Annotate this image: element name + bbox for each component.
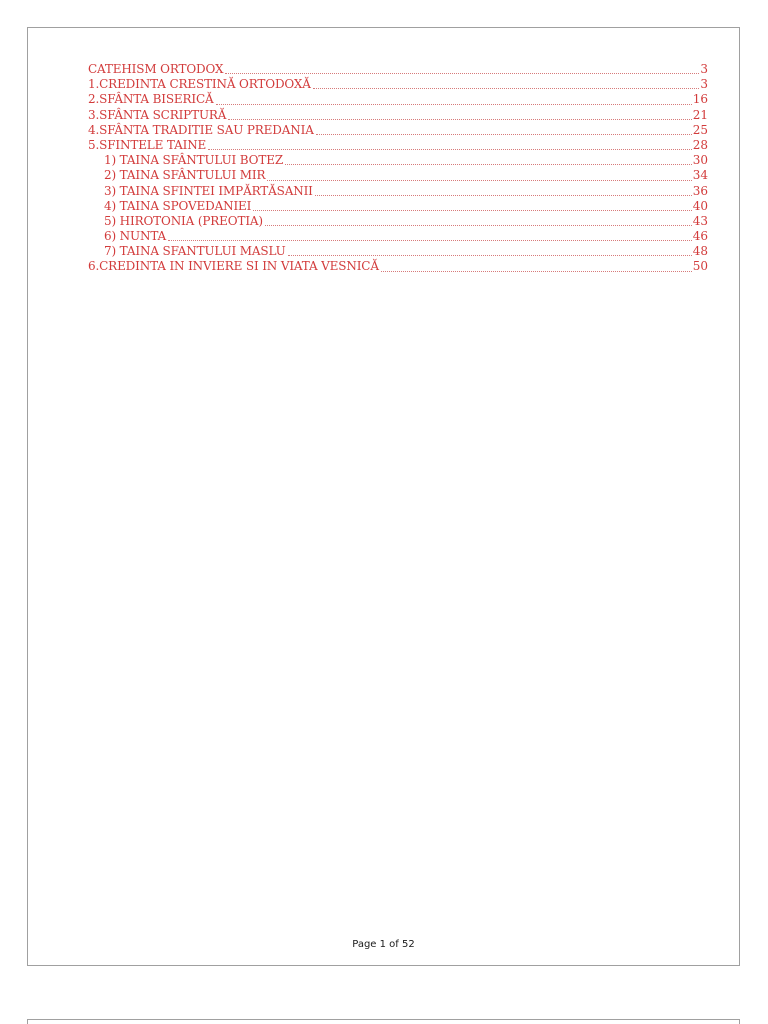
toc-dot-leader bbox=[285, 163, 692, 165]
toc-entry-sfintele-taine[interactable] bbox=[88, 138, 708, 153]
toc-entry-page-number: 3 bbox=[700, 62, 708, 76]
toc-entry-taina-maslu[interactable] bbox=[88, 244, 708, 259]
toc-entry-catehism-ortodox[interactable] bbox=[88, 62, 708, 77]
toc-dot-leader bbox=[265, 224, 692, 226]
toc-entry-page-number: 25 bbox=[692, 122, 708, 137]
toc-entry-sfanta-biserica[interactable] bbox=[88, 92, 708, 107]
page-number-label: Page 1 of 52 bbox=[352, 939, 415, 950]
toc-entry-page-number: 34 bbox=[692, 168, 708, 183]
toc-entry-title: 6.CREDINTA IN INVIERE SI IN VIATA VESNICĂ bbox=[88, 259, 379, 274]
next-document-page bbox=[27, 1019, 740, 1024]
toc-entry-title: 1.CREDINTA CRESTINĂ ORTODOXĂ bbox=[88, 77, 311, 92]
toc-entry-title: CATEHISM ORTODOX bbox=[88, 62, 224, 76]
toc-entry-page-number: 48 bbox=[692, 244, 708, 259]
toc-dot-leader bbox=[267, 179, 691, 181]
toc-dot-leader bbox=[315, 194, 692, 196]
toc-entry-sfanta-traditie[interactable] bbox=[88, 123, 708, 138]
toc-entry-title: 4.SFÂNTA TRADITIE SAU PREDANIA bbox=[88, 122, 314, 137]
toc-entry-title: 3) TAINA SFINTEI IMPĂRTĂSANII bbox=[104, 183, 313, 198]
toc-entry-title: 7) TAINA SFANTULUI MASLU bbox=[104, 244, 286, 259]
document-page bbox=[27, 27, 740, 966]
toc-dot-leader bbox=[208, 148, 692, 150]
toc-entry-credinta-inviere[interactable] bbox=[88, 259, 708, 274]
toc-entry-page-number: 43 bbox=[692, 213, 708, 228]
toc-entry-taina-impartasanii[interactable] bbox=[88, 184, 708, 199]
toc-entry-page-number: 3 bbox=[700, 77, 708, 92]
toc-dot-leader bbox=[168, 239, 692, 241]
toc-entry-title: 4) TAINA SPOVEDANIEI bbox=[104, 198, 252, 213]
toc-entry-taina-spovedaniei[interactable] bbox=[88, 199, 708, 214]
toc-entry-title: 6) NUNTA bbox=[104, 229, 167, 244]
toc-entry-title: 5) HIROTONIA (PREOTIA) bbox=[104, 213, 263, 228]
toc-entry-page-number: 50 bbox=[692, 259, 708, 274]
toc-entry-page-number: 36 bbox=[692, 183, 708, 198]
toc-dot-leader bbox=[381, 270, 692, 272]
toc-entry-title: 2) TAINA SFÂNTULUI MIR bbox=[104, 168, 266, 183]
toc-dot-leader bbox=[288, 254, 692, 256]
toc-entry-sfanta-scriptura[interactable] bbox=[88, 108, 708, 123]
toc-entry-title: 3.SFÂNTA SCRIPTURĂ bbox=[88, 107, 227, 122]
toc-entry-credinta-crestina[interactable] bbox=[88, 77, 708, 92]
toc-entry-title: 1) TAINA SFÂNTULUI BOTEZ bbox=[104, 153, 284, 168]
toc-dot-leader bbox=[316, 133, 692, 135]
toc-entry-page-number: 21 bbox=[692, 107, 708, 122]
toc-entry-nunta[interactable] bbox=[88, 229, 708, 244]
table-of-contents bbox=[88, 62, 708, 275]
toc-entry-page-number: 16 bbox=[692, 92, 708, 107]
toc-dot-leader bbox=[225, 72, 699, 74]
toc-dot-leader bbox=[253, 209, 691, 211]
page-footer bbox=[28, 939, 739, 950]
toc-entry-page-number: 46 bbox=[692, 229, 708, 244]
toc-entry-title: 5.SFINTELE TAINE bbox=[88, 137, 207, 152]
toc-dot-leader bbox=[216, 103, 692, 105]
toc-entry-title: 2.SFÂNTA BISERICĂ bbox=[88, 92, 214, 107]
toc-dot-leader bbox=[228, 118, 691, 120]
toc-entry-hirotonia[interactable] bbox=[88, 214, 708, 229]
toc-entry-page-number: 30 bbox=[692, 153, 708, 168]
toc-dot-leader bbox=[313, 87, 700, 89]
toc-entry-taina-botez[interactable] bbox=[88, 153, 708, 168]
toc-entry-taina-mir[interactable] bbox=[88, 168, 708, 183]
toc-entry-page-number: 40 bbox=[692, 198, 708, 213]
toc-entry-page-number: 28 bbox=[692, 137, 708, 152]
